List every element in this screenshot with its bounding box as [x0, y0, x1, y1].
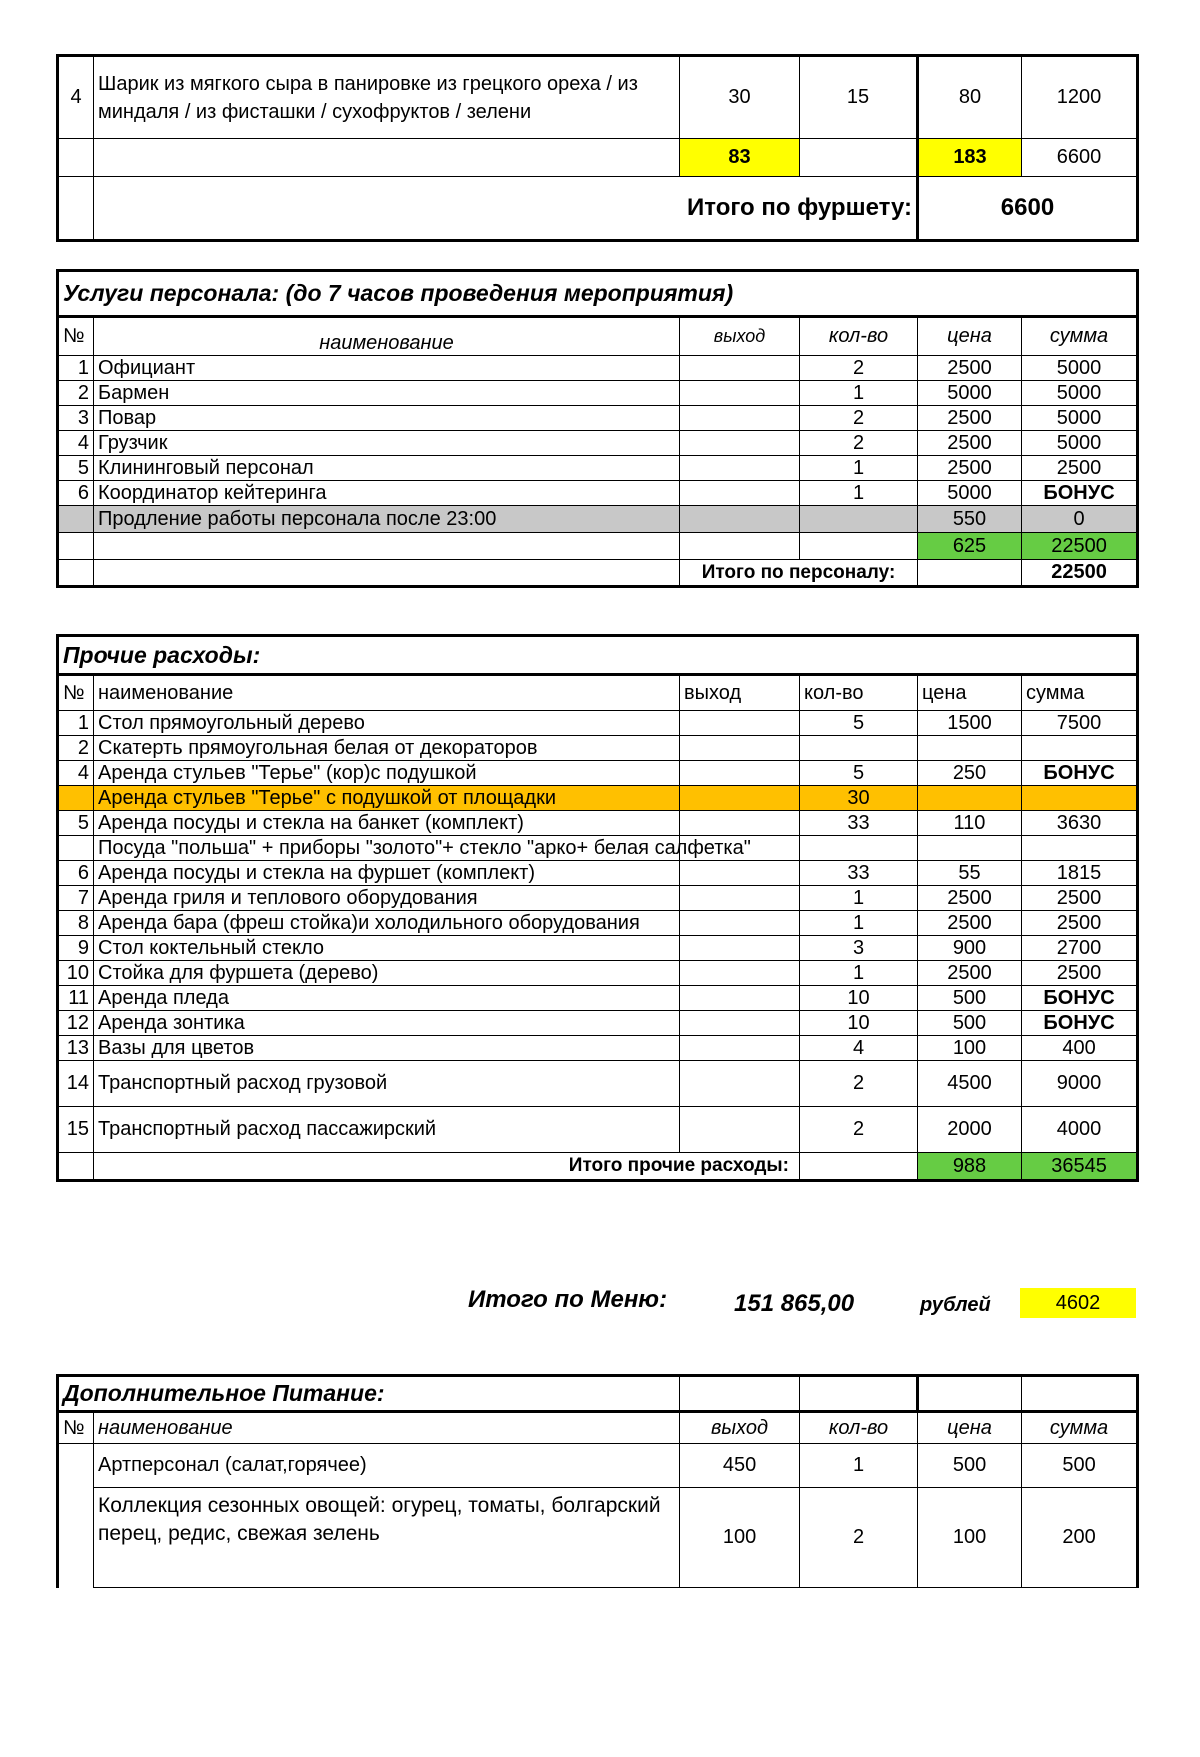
item-kolvo: 1 — [800, 481, 918, 506]
item-summa: БОНУС — [1022, 481, 1138, 506]
item-kolvo: 4 — [800, 1036, 918, 1061]
total-vyhod: 83 — [680, 139, 800, 177]
item-summa: 2500 — [1022, 456, 1138, 481]
item-vyhod — [680, 1036, 800, 1061]
item-kolvo: 1 — [800, 886, 918, 911]
item-number: 2 — [58, 381, 94, 406]
item-vyhod — [680, 811, 800, 836]
item-vyhod — [680, 356, 800, 381]
item-vyhod — [680, 406, 800, 431]
header-row — [58, 1412, 1138, 1444]
item-vyhod — [680, 481, 800, 506]
item-vyhod — [680, 986, 800, 1011]
table-row — [58, 961, 1138, 986]
itogo-row — [58, 1153, 1138, 1181]
item-kolvo: 15 — [800, 56, 918, 139]
item-kolvo: 5 — [800, 761, 918, 786]
itogo-label: Итого по персоналу: — [680, 560, 918, 587]
item-name: Транспортный расход пассажирский — [94, 1107, 680, 1153]
item-cena — [918, 736, 1022, 761]
item-cena: 250 — [918, 761, 1022, 786]
item-kolvo: 1 — [800, 911, 918, 936]
furshet-table — [56, 54, 1139, 242]
item-cena: 110 — [918, 811, 1022, 836]
header-num: № — [58, 1412, 94, 1444]
itogo-label: Итого прочие расходы: — [94, 1153, 800, 1181]
item-name: Аренда стульев "Терье" с подушкой от площадки — [94, 786, 680, 811]
header-row — [58, 317, 1138, 356]
item-cena: 1500 — [918, 711, 1022, 736]
header-kolvo: кол-во — [800, 1412, 918, 1444]
item-number: 6 — [58, 861, 94, 886]
menu-total-label: Итого по Меню: — [468, 1286, 668, 1313]
item-number: 9 — [58, 936, 94, 961]
item-number: 4 — [58, 431, 94, 456]
item-name: Посуда "польша" + приборы "золото"+ стекло "арко+ белая салфетка" — [94, 836, 680, 861]
item-kolvo: 1 — [800, 1444, 918, 1488]
item-kolvo: 1 — [800, 961, 918, 986]
item-number — [58, 836, 94, 861]
item-name: Повар — [94, 406, 680, 431]
section-title: Прочие расходы: — [58, 636, 1138, 675]
item-vyhod — [680, 1011, 800, 1036]
item-summa: 2500 — [1022, 886, 1138, 911]
item-number: 7 — [58, 886, 94, 911]
item-kolvo: 3 — [800, 936, 918, 961]
totals-row — [58, 533, 1138, 560]
item-kolvo: 2 — [800, 1107, 918, 1153]
item-name: Грузчик — [94, 431, 680, 456]
item-cena: 500 — [918, 986, 1022, 1011]
table-row — [58, 1488, 1138, 1588]
header-name: наименование — [94, 317, 680, 356]
item-cena: 2500 — [918, 406, 1022, 431]
table-row — [58, 456, 1138, 481]
extra-table — [56, 1374, 1139, 1588]
item-kolvo: 30 — [800, 786, 918, 811]
item-cena: 500 — [918, 1011, 1022, 1036]
item-name: Стол коктельный стекло — [94, 936, 680, 961]
item-vyhod — [680, 1061, 800, 1107]
item-summa: 1815 — [1022, 861, 1138, 886]
table-row — [58, 406, 1138, 431]
item-name: Стойка для фуршета (дерево) — [94, 961, 680, 986]
header-vyhod: выход — [680, 317, 800, 356]
header-kolvo: кол-во — [800, 317, 918, 356]
table-row — [58, 736, 1138, 761]
item-vyhod — [680, 786, 800, 811]
item-name: Артперсонал (салат,горячее) — [94, 1444, 680, 1488]
table-row — [58, 481, 1138, 506]
item-cena: 4500 — [918, 1061, 1022, 1107]
menu-total-value: 151 865,00 — [734, 1290, 855, 1317]
item-name: Транспортный расход грузовой — [94, 1061, 680, 1107]
header-summa: сумма — [1022, 675, 1138, 711]
item-cena: 2500 — [918, 911, 1022, 936]
item-name: Аренда посуды и стекла на фуршет (комплект) — [94, 861, 680, 886]
title-row — [58, 1376, 1138, 1412]
item-cena — [918, 786, 1022, 811]
other-table — [56, 634, 1139, 1182]
header-kolvo: кол-во — [800, 675, 918, 711]
table-row — [58, 786, 1138, 811]
itogo-value: 22500 — [1022, 560, 1138, 587]
item-summa: 7500 — [1022, 711, 1138, 736]
item-cena — [918, 836, 1022, 861]
item-name: Вазы для цветов — [94, 1036, 680, 1061]
item-summa — [1022, 786, 1138, 811]
item-vyhod — [680, 1107, 800, 1153]
table-row — [58, 1107, 1138, 1153]
table-row — [58, 431, 1138, 456]
total-summa: 22500 — [1022, 533, 1138, 560]
itogo-label: Итого по фуршету: — [94, 177, 918, 241]
staff-table — [56, 269, 1139, 588]
extension-row — [58, 506, 1138, 533]
table-row — [58, 356, 1138, 381]
table-row — [58, 1036, 1138, 1061]
header-name: наименование — [94, 675, 680, 711]
item-summa: 2700 — [1022, 936, 1138, 961]
item-cena: 2500 — [918, 456, 1022, 481]
item-cena: 500 — [918, 1444, 1022, 1488]
item-summa: 500 — [1022, 1444, 1138, 1488]
item-summa: 9000 — [1022, 1061, 1138, 1107]
item-summa: БОНУС — [1022, 1011, 1138, 1036]
item-kolvo: 33 — [800, 811, 918, 836]
item-cena: 2500 — [918, 961, 1022, 986]
item-cena: 2000 — [918, 1107, 1022, 1153]
totals-row — [58, 139, 1138, 177]
extension-name: Продление работы персонала после 23:00 — [94, 506, 680, 533]
itogo-row — [58, 560, 1138, 587]
total-summa: 36545 — [1022, 1153, 1138, 1181]
extension-summa: 0 — [1022, 506, 1138, 533]
item-cena: 900 — [918, 936, 1022, 961]
item-summa: 4000 — [1022, 1107, 1138, 1153]
item-summa: 1200 — [1022, 56, 1138, 139]
table-row — [58, 836, 1138, 861]
item-summa: 2500 — [1022, 961, 1138, 986]
item-kolvo: 2 — [800, 356, 918, 381]
item-kolvo: 2 — [800, 1488, 918, 1588]
item-vyhod — [680, 961, 800, 986]
table-row — [58, 936, 1138, 961]
item-number: 6 — [58, 481, 94, 506]
menu-total-currency: рублей — [920, 1294, 991, 1316]
item-name: Аренда бара (фреш стойка)и холодильного оборудования — [94, 911, 680, 936]
item-kolvo: 33 — [800, 861, 918, 886]
header-vyhod: выход — [680, 675, 800, 711]
table-row — [58, 1061, 1138, 1107]
table-row — [58, 56, 1138, 139]
header-summa: сумма — [1022, 1412, 1138, 1444]
item-vyhod — [680, 761, 800, 786]
header-num: № — [58, 675, 94, 711]
item-name: Аренда стульев "Терье" (кор)с подушкой — [94, 761, 680, 786]
item-vyhod — [680, 936, 800, 961]
total-summa: 6600 — [1022, 139, 1138, 177]
item-cena: 5000 — [918, 481, 1022, 506]
item-cena: 80 — [918, 56, 1022, 139]
item-cena: 100 — [918, 1036, 1022, 1061]
item-kolvo: 5 — [800, 711, 918, 736]
item-name: Шарик из мягкого сыра в панировке из грецкого ореха / из миндаля / из фисташки / сухофруктов / зелени — [94, 56, 680, 139]
itogo-value: 6600 — [918, 177, 1138, 241]
item-name: Координатор кейтеринга — [94, 481, 680, 506]
item-number: 5 — [58, 456, 94, 481]
total-cena: 625 — [918, 533, 1022, 560]
item-cena: 55 — [918, 861, 1022, 886]
header-cena: цена — [918, 675, 1022, 711]
item-summa: БОНУС — [1022, 986, 1138, 1011]
item-number: 15 — [58, 1107, 94, 1153]
item-summa: 2500 — [1022, 911, 1138, 936]
item-kolvo: 2 — [800, 1061, 918, 1107]
item-name: Коллекция сезонных овощей: огурец, томаты, болгарский перец, редис, свежая зелень — [94, 1488, 680, 1588]
item-vyhod — [680, 711, 800, 736]
item-cena: 100 — [918, 1488, 1022, 1588]
item-kolvo: 2 — [800, 406, 918, 431]
item-name: Стол прямоугольный дерево — [94, 711, 680, 736]
item-name: Официант — [94, 356, 680, 381]
table-row — [58, 811, 1138, 836]
item-name: Аренда пледа — [94, 986, 680, 1011]
table-row — [58, 861, 1138, 886]
item-number: 12 — [58, 1011, 94, 1036]
header-row — [58, 675, 1138, 711]
total-cena: 988 — [918, 1153, 1022, 1181]
item-cena: 2500 — [918, 431, 1022, 456]
item-cena: 2500 — [918, 356, 1022, 381]
item-number: 4 — [58, 761, 94, 786]
table-row — [58, 1011, 1138, 1036]
table-row — [58, 381, 1138, 406]
item-vyhod: 100 — [680, 1488, 800, 1588]
item-number: 1 — [58, 356, 94, 381]
item-number: 8 — [58, 911, 94, 936]
item-vyhod — [680, 886, 800, 911]
table-row — [58, 1444, 1138, 1488]
item-number: 10 — [58, 961, 94, 986]
item-vyhod — [680, 456, 800, 481]
total-cena: 183 — [918, 139, 1022, 177]
item-name: Бармен — [94, 381, 680, 406]
header-name: наименование — [94, 1412, 680, 1444]
header-summa: сумма — [1022, 317, 1138, 356]
item-name: Аренда зонтика — [94, 1011, 680, 1036]
item-name: Аренда гриля и теплового оборудования — [94, 886, 680, 911]
item-summa — [1022, 836, 1138, 861]
item-vyhod: 450 — [680, 1444, 800, 1488]
itogo-row — [58, 177, 1138, 241]
header-num: № — [58, 317, 94, 356]
item-cena: 2500 — [918, 886, 1022, 911]
item-summa: 200 — [1022, 1488, 1138, 1588]
item-number: 1 — [58, 711, 94, 736]
table-row — [58, 986, 1138, 1011]
item-kolvo — [800, 836, 918, 861]
item-vyhod: 30 — [680, 56, 800, 139]
header-cena: цена — [918, 1412, 1022, 1444]
item-summa: 5000 — [1022, 406, 1138, 431]
item-name: Клининговый персонал — [94, 456, 680, 481]
table-row — [58, 886, 1138, 911]
item-kolvo — [800, 736, 918, 761]
table-row — [58, 911, 1138, 936]
item-kolvo: 1 — [800, 381, 918, 406]
item-kolvo: 10 — [800, 986, 918, 1011]
item-summa: БОНУС — [1022, 761, 1138, 786]
item-vyhod — [680, 911, 800, 936]
item-number — [58, 786, 94, 811]
item-number: 14 — [58, 1061, 94, 1107]
extension-cena: 550 — [918, 506, 1022, 533]
section-title: Услуги персонала: (до 7 часов проведения мероприятия) — [58, 271, 1138, 317]
item-cena: 5000 — [918, 381, 1022, 406]
item-vyhod — [680, 861, 800, 886]
item-kolvo: 1 — [800, 456, 918, 481]
table-row — [58, 761, 1138, 786]
section-title: Дополнительное Питание: — [58, 1376, 680, 1412]
item-number: 4 — [58, 56, 94, 139]
item-number: 2 — [58, 736, 94, 761]
item-summa: 5000 — [1022, 381, 1138, 406]
item-summa: 5000 — [1022, 356, 1138, 381]
item-kolvo: 2 — [800, 431, 918, 456]
item-number: 13 — [58, 1036, 94, 1061]
header-cena: цена — [918, 317, 1022, 356]
item-vyhod — [680, 381, 800, 406]
header-vyhod: выход — [680, 1412, 800, 1444]
table-row — [58, 711, 1138, 736]
item-summa: 5000 — [1022, 431, 1138, 456]
item-number: 11 — [58, 986, 94, 1011]
item-vyhod — [680, 736, 800, 761]
per-person-value: 4602 — [1020, 1288, 1136, 1318]
item-vyhod — [680, 431, 800, 456]
item-summa: 400 — [1022, 1036, 1138, 1061]
item-kolvo: 10 — [800, 1011, 918, 1036]
item-name: Аренда посуды и стекла на банкет (комплект) — [94, 811, 680, 836]
item-number: 3 — [58, 406, 94, 431]
item-summa: 3630 — [1022, 811, 1138, 836]
item-name: Скатерть прямоугольная белая от декораторов — [94, 736, 680, 761]
item-summa — [1022, 736, 1138, 761]
item-number: 5 — [58, 811, 94, 836]
